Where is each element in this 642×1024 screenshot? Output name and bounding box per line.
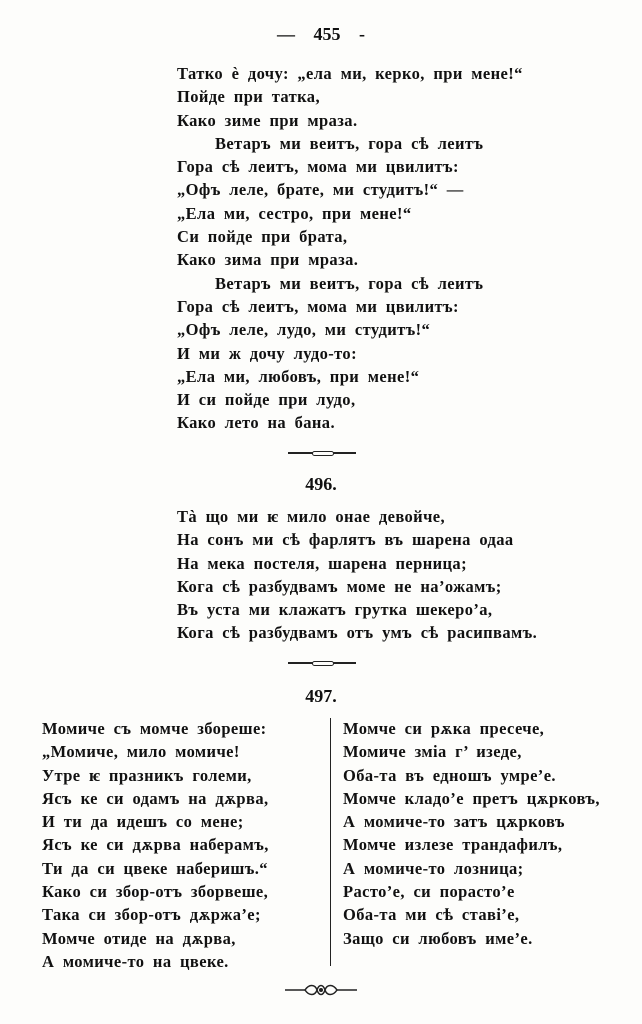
verse-line: „Ела ми, сестро, при мене!“: [177, 203, 412, 223]
section-divider: [288, 662, 356, 664]
poem-497-right-column: [343, 717, 600, 950]
verse-line: Момче кладо’е претъ цѫрковъ,: [343, 788, 600, 808]
verse-line: „Офъ леле, брате, ми студитъ!“ —: [177, 180, 464, 200]
verse-line: Момче си рѫка пресече,: [343, 719, 545, 738]
verse-line: Момче излезе трандафилъ,: [343, 835, 563, 855]
verse-line: И ти да идешъ со мене;: [42, 812, 244, 832]
verse-line: А момиче-то затъ цѫрковъ: [343, 812, 565, 832]
verse-line: Кога сѣ разбудвамъ моме не на’ожамъ;: [177, 576, 502, 596]
verse-line: На мека постеля, шарена перница;: [177, 553, 467, 573]
verse-line: И си пойде при лудо,: [177, 390, 356, 410]
verse-line: „Момиче, мило момиче!: [42, 742, 240, 762]
verse-line: Како зиме при мраза.: [177, 110, 358, 130]
poem-497-number: 497.: [305, 686, 337, 706]
verse-line: Тà що ми ѥ мило онае девойче,: [177, 507, 446, 526]
section-divider: [288, 452, 356, 454]
verse-line: Расто’е, си порасто’е: [343, 882, 515, 902]
verse-line: Пойде при татка,: [177, 87, 320, 107]
poem-496-number: 496.: [305, 474, 337, 494]
verse-line: „Офъ леле, лудо, ми студитъ!“: [177, 320, 431, 340]
verse-line: Защо си любовъ име’е.: [343, 928, 533, 948]
verse-line: Кога сѣ разбудвамъ отъ умъ сѣ расипвамъ.: [177, 623, 538, 643]
end-ornament: [285, 982, 357, 998]
verse-line: Како лето на бана.: [177, 413, 335, 433]
verse-line: Ветаръ ми веитъ, гора сѣ леитъ: [215, 133, 484, 153]
verse-line: На сонъ ми сѣ фарлятъ въ шарена одаа: [177, 530, 514, 550]
column-divider: [330, 718, 331, 966]
verse-line: Ти да си цвеке наберишъ.“: [42, 858, 268, 878]
verse-line: Момиче зміа г’ изеде,: [343, 742, 522, 762]
verse-line: Си пойде при брата,: [177, 227, 348, 247]
verse-line: И ми ж дочу лудо-то:: [177, 343, 357, 363]
verse-line: Оба-та въ едношъ умре’е.: [343, 765, 556, 785]
poem-496-text: [177, 505, 537, 645]
verse-line: Како си збор-отъ зборвеше,: [42, 882, 269, 902]
verse-line: Гора сѣ леитъ, мома ми цвилитъ:: [177, 157, 459, 177]
verse-line: Момиче съ момче збореше:: [42, 719, 267, 738]
verse-line: Утре ѥ празникъ големи,: [42, 765, 252, 785]
verse-line: Ветаръ ми веитъ, гора сѣ леитъ: [215, 273, 484, 293]
verse-line: „Ела ми, любовъ, при мене!“: [177, 366, 420, 386]
poem-495-continuation: [177, 62, 523, 435]
page-number: — 455 -: [277, 24, 365, 44]
verse-line: Така си збор-отъ дѫржа’е;: [42, 905, 261, 925]
verse-line: Гора сѣ леитъ, мома ми цвилитъ:: [177, 296, 459, 316]
verse-line: Ясъ ке си дѫрва наберамъ,: [42, 835, 269, 855]
poem-497-left-column: [42, 717, 269, 973]
verse-line: Ясъ ке си одамъ на дѫрва,: [42, 788, 269, 808]
verse-line: А момиче-то на цвеке.: [42, 951, 229, 971]
verse-line: Момче отиде на дѫрва,: [42, 928, 236, 948]
verse-line: А момиче-то лозница;: [343, 858, 524, 878]
verse-line: Како зима при мраза.: [177, 250, 359, 270]
verse-line: Татко ѐ дочу: „ела ми, керко, при мене!“: [177, 64, 523, 83]
verse-line: Оба-та ми сѣ ставі’е,: [343, 905, 520, 925]
verse-line: Въ уста ми клажатъ грутка шекеро’а,: [177, 600, 493, 620]
